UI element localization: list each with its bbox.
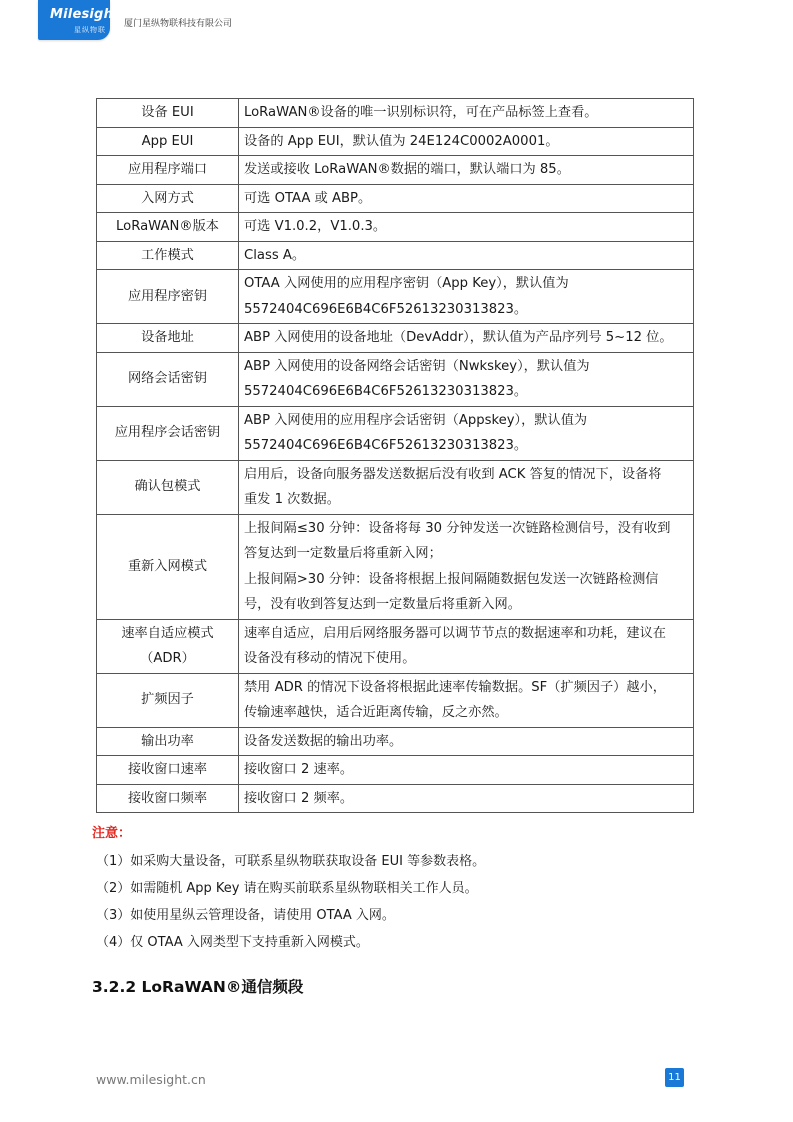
param-desc-line: 答复达到一定数量后将重新入网； xyxy=(244,546,442,561)
table-row xyxy=(97,406,694,460)
param-name-cell: 扩频因子 xyxy=(97,673,239,727)
param-desc-line: 禁用 ADR 的情况下设备将根据此速率传输数据。SF（扩频因子）越小， xyxy=(244,679,666,695)
param-desc-cell xyxy=(239,352,694,406)
note-item: （3）如使用星纵云管理设备，请使用 OTAA 入网。 xyxy=(96,908,395,923)
parameter-table xyxy=(96,98,694,813)
param-name-cell: App EUI xyxy=(97,127,239,156)
param-desc-cell xyxy=(239,727,694,756)
table-row xyxy=(97,514,694,619)
footer-url[interactable]: www.milesight.cn xyxy=(96,1072,206,1087)
page-number: 11 xyxy=(665,1068,684,1087)
param-name-cell: 重新入网模式 xyxy=(97,514,239,619)
param-name-cell: 入网方式 xyxy=(97,184,239,213)
param-desc-cell xyxy=(239,406,694,460)
param-desc-line: ABP 入网使用的设备网络会话密钥（Nwkskey），默认值为 xyxy=(244,358,590,374)
param-name-cell: 接收窗口频率 xyxy=(97,784,239,813)
logo-text: Milesight xyxy=(50,7,120,22)
table-row xyxy=(97,619,694,673)
param-name-cell: 设备 EUI xyxy=(97,99,239,128)
param-name-cell: 网络会话密钥 xyxy=(97,352,239,406)
table-row xyxy=(97,99,694,128)
param-desc-cell xyxy=(239,460,694,514)
param-name-cell xyxy=(97,619,239,673)
param-desc-line: ABP 入网使用的应用程序会话密钥（Appskey），默认值为 xyxy=(244,412,588,428)
param-name-line: 速率自适应模式 xyxy=(121,625,214,641)
table-row xyxy=(97,213,694,242)
param-desc-cell xyxy=(239,156,694,185)
param-name-cell: 确认包模式 xyxy=(97,460,239,514)
param-name-cell: 应用程序密钥 xyxy=(97,270,239,324)
param-desc-cell xyxy=(239,241,694,270)
param-name-cell: 接收窗口速率 xyxy=(97,756,239,785)
param-desc-line: 启用后，设备向服务器发送数据后没有收到 ACK 答复的情况下，设备将 xyxy=(244,466,662,482)
param-desc-cell xyxy=(239,756,694,785)
param-desc-line: 设备发送数据的输出功率。 xyxy=(244,733,403,749)
param-desc-line: 5572404C696E6B4C6F52613230313823。 xyxy=(244,301,528,317)
note-item: （1）如采购大量设备，可联系星纵物联获取设备 EUI 等参数表格。 xyxy=(96,854,486,869)
notes-title: 注意： xyxy=(92,826,132,841)
note-item: （4）仅 OTAA 入网类型下支持重新入网模式。 xyxy=(96,935,369,950)
param-desc-line: 设备的 App EUI，默认值为 24E124C0002A0001。 xyxy=(244,133,559,149)
param-desc-line: LoRaWAN®设备的唯一识别标识符，可在产品标签上查看。 xyxy=(244,105,598,120)
param-desc-line: 号，没有收到答复达到一定数量后将重新入网。 xyxy=(244,597,521,612)
param-desc-line: 传输速率越快，适合近距离传输，反之亦然。 xyxy=(244,705,508,720)
param-name-cell: LoRaWAN®版本 xyxy=(97,213,239,242)
company-name: 厦门星纵物联科技有限公司 xyxy=(124,19,233,29)
param-name-cell: 设备地址 xyxy=(97,324,239,353)
logo-subtext: 星纵物联 xyxy=(74,26,106,34)
param-desc-line: 接收窗口 2 速率。 xyxy=(244,762,354,777)
param-desc-line: 发送或接收 LoRaWAN®数据的端口，默认端口为 85。 xyxy=(244,162,570,177)
table-row xyxy=(97,324,694,353)
param-desc-cell xyxy=(239,619,694,673)
param-desc-cell xyxy=(239,784,694,813)
param-name-cell: 应用程序会话密钥 xyxy=(97,406,239,460)
table-row xyxy=(97,156,694,185)
table-row xyxy=(97,756,694,785)
company-logo xyxy=(38,0,120,40)
param-desc-line: 上报间隔>30 分钟：设备将根据上报间隔随数据包发送一次链路检测信 xyxy=(244,571,659,587)
param-desc-cell xyxy=(239,514,694,619)
param-desc-line: 上报间隔≤30 分钟：设备将每 30 分钟发送一次链路检测信号，没有收到 xyxy=(244,520,671,536)
table-row xyxy=(97,241,694,270)
param-desc-line: 5572404C696E6B4C6F52613230313823。 xyxy=(244,384,528,399)
param-desc-line: 可选 OTAA 或 ABP。 xyxy=(244,190,372,206)
param-desc-cell xyxy=(239,673,694,727)
param-desc-line: 速率自适应，启用后网络服务器可以调节节点的数据速率和功耗，建议在 xyxy=(244,625,666,641)
param-desc-line: 设备没有移动的情况下使用。 xyxy=(244,651,416,666)
table-row xyxy=(97,460,694,514)
param-desc-line: OTAA 入网使用的应用程序密钥（App Key），默认值为 xyxy=(244,276,569,291)
param-name-cell: 工作模式 xyxy=(97,241,239,270)
param-name-line: （ADR） xyxy=(140,651,195,666)
table-row xyxy=(97,270,694,324)
param-desc-line: 可选 V1.0.2，V1.0.3。 xyxy=(244,219,387,234)
param-desc-line: ABP 入网使用的设备地址（DevAddr），默认值为产品序列号 5~12 位。 xyxy=(244,330,673,345)
table-row xyxy=(97,184,694,213)
notes-list xyxy=(96,848,485,956)
param-desc-cell xyxy=(239,324,694,353)
table-row xyxy=(97,727,694,756)
param-desc-cell xyxy=(239,99,694,128)
note-item: （2）如需随机 App Key 请在购买前联系星纵物联相关工作人员。 xyxy=(96,881,478,896)
param-name-cell: 输出功率 xyxy=(97,727,239,756)
param-desc-line: 重发 1 次数据。 xyxy=(244,492,340,507)
param-desc-cell xyxy=(239,213,694,242)
table-row xyxy=(97,127,694,156)
param-desc-cell xyxy=(239,127,694,156)
param-desc-line: 5572404C696E6B4C6F52613230313823。 xyxy=(244,438,528,453)
param-desc-line: Class A。 xyxy=(244,247,306,263)
param-name-cell: 应用程序端口 xyxy=(97,156,239,185)
param-desc-line: 接收窗口 2 频率。 xyxy=(244,790,354,806)
table-row xyxy=(97,673,694,727)
parameter-table-body xyxy=(97,99,694,813)
param-desc-cell xyxy=(239,270,694,324)
section-heading: 3.2.2 LoRaWAN®通信频段 xyxy=(92,978,304,996)
table-row xyxy=(97,784,694,813)
param-desc-cell xyxy=(239,184,694,213)
table-row xyxy=(97,352,694,406)
